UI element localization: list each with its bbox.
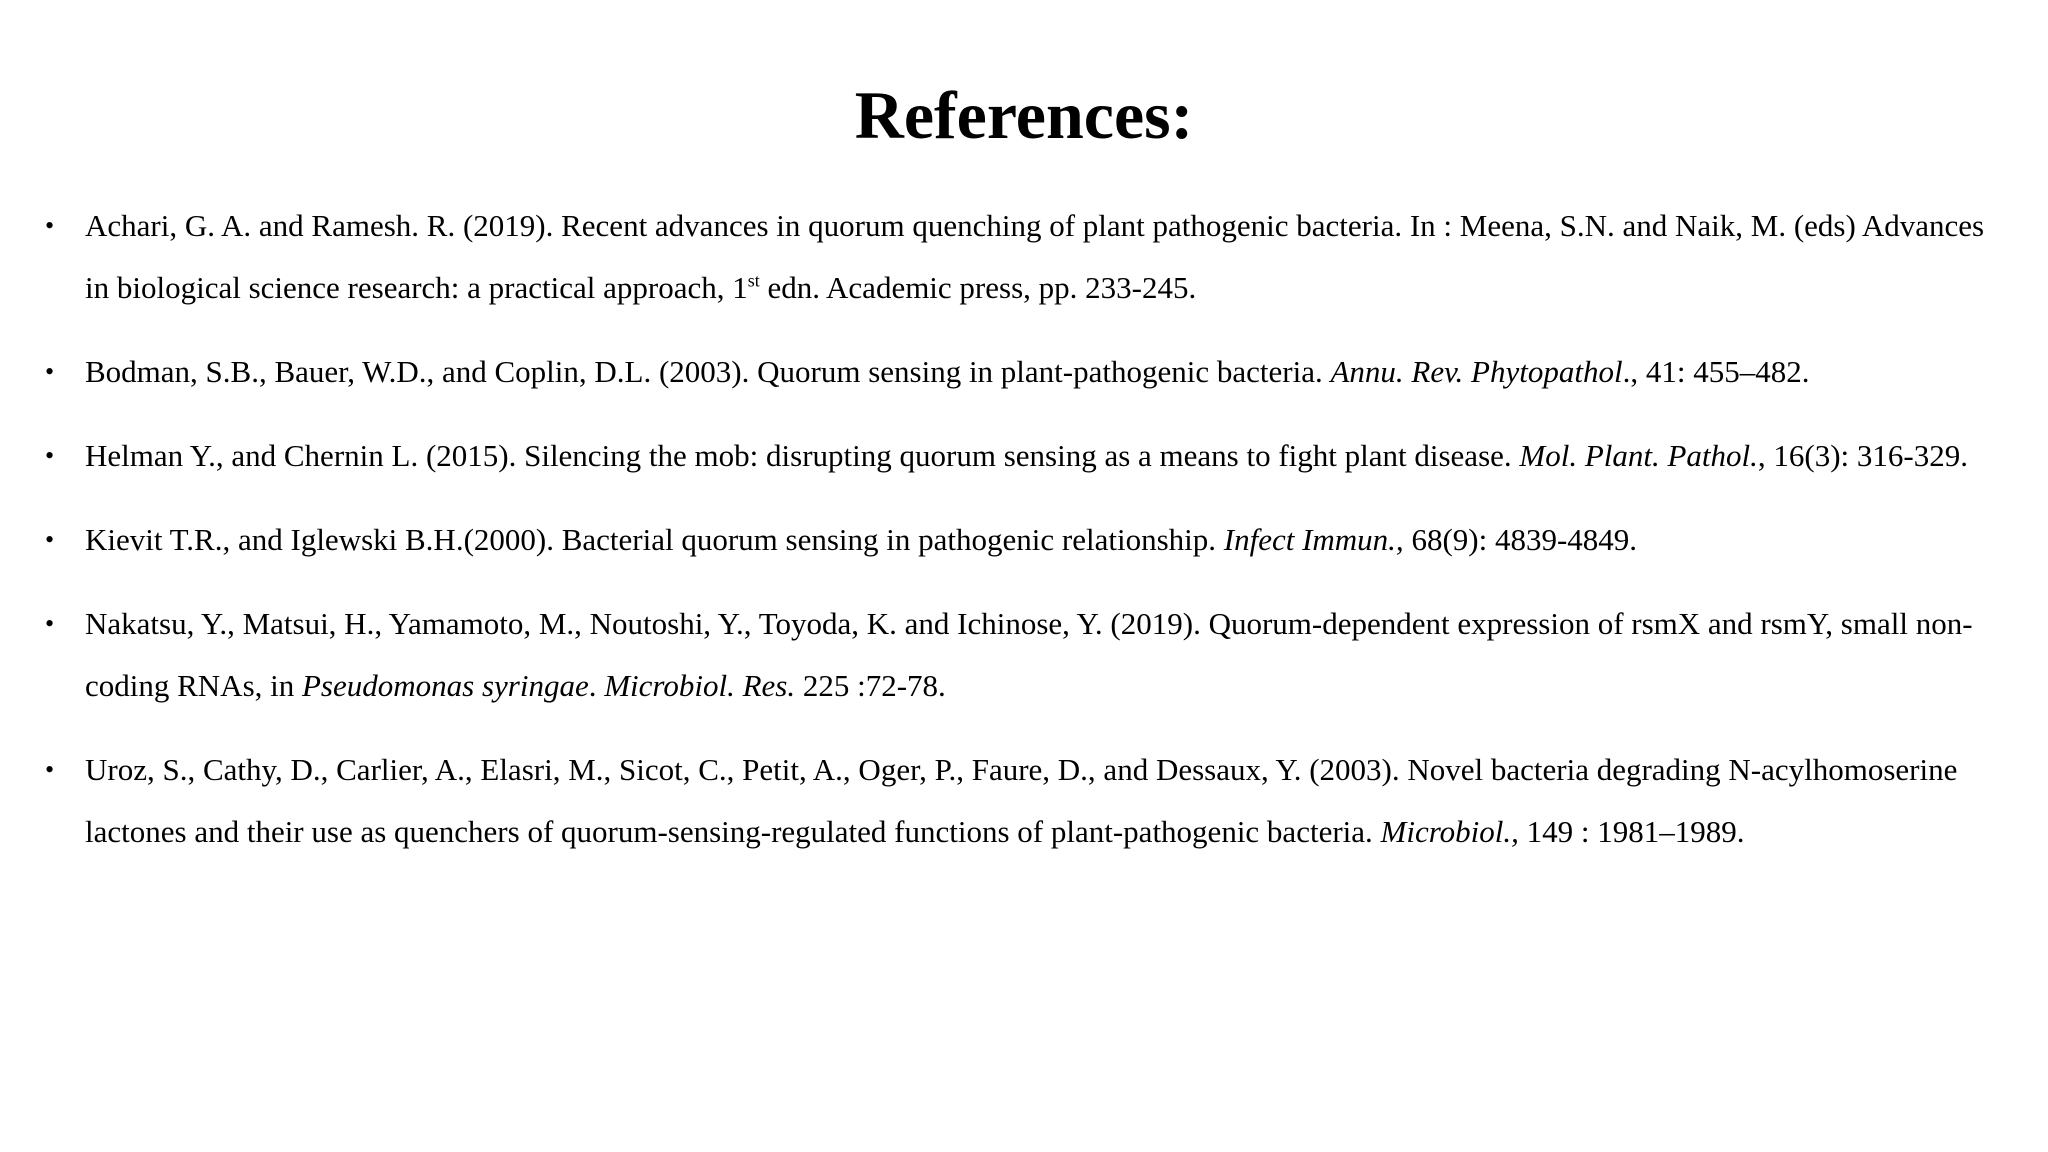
page-title: References: <box>854 77 1194 153</box>
journal-name: Pseudomonas syringae <box>302 668 589 703</box>
citation-text: edn. Academic press, pp. 233-245. <box>759 270 1197 305</box>
bullet-icon: • <box>45 525 55 554</box>
citation-text: 149 : 1981–1989. <box>1518 814 1745 849</box>
citation-text: ., 41: 455–482. <box>1622 354 1810 389</box>
citation-text: Achari, G. A. and Ramesh. R. (2019). Recent advances in quorum quenching of plant pathogenic bacteria. In : Meena, S.N. and Naik, M. (eds) Advances in biological science research: a practical approach, 1 <box>85 208 1985 305</box>
bullet-icon: • <box>45 211 55 240</box>
journal-name: Microbiol. Res. <box>604 668 796 703</box>
bullet-icon: • <box>45 755 55 784</box>
journal-name: Microbiol., <box>1380 814 1519 849</box>
citation-text: 68(9): 4839-4849. <box>1403 522 1638 557</box>
reference-list <box>0 195 2048 885</box>
journal-name: Mol. Plant. Pathol. <box>1519 438 1758 473</box>
citation-text: Helman Y., and Chernin L. (2015). Silencing the mob: disrupting quorum sensing as a means to fight plant disease. <box>85 438 1520 473</box>
reference-text <box>85 208 1984 305</box>
superscript-text: st <box>747 270 760 291</box>
reference-item <box>0 341 2048 403</box>
reference-item <box>0 593 2048 717</box>
journal-name: Infect Immun., <box>1223 522 1404 557</box>
bullet-icon: • <box>45 609 55 638</box>
reference-text <box>85 522 1637 557</box>
reference-item <box>0 739 2048 863</box>
bullet-icon: • <box>45 357 55 386</box>
reference-text <box>85 752 1957 849</box>
citation-text: Kievit T.R., and Iglewski B.H.(2000). Bacterial quorum sensing in pathogenic relationship. <box>85 522 1224 557</box>
reference-item <box>0 195 2048 319</box>
reference-text <box>85 354 1809 389</box>
bullet-icon: • <box>45 441 55 470</box>
citation-text: Nakatsu, Y., Matsui, H., Yamamoto, M., Noutoshi, Y., Toyoda, K. and Ichinose, Y. (2019). Quorum-dependent expression of rsmX and rsmY, small non-coding RNAs, in <box>85 606 1973 703</box>
reference-item <box>0 425 2048 487</box>
citation-text: . <box>588 668 605 703</box>
reference-text <box>85 438 1968 473</box>
citation-text: , 16(3): 316-329. <box>1757 438 1968 473</box>
reference-text <box>85 606 1973 703</box>
reference-item <box>0 509 2048 571</box>
journal-name: Annu. Rev. Phytopathol <box>1330 354 1623 389</box>
citation-text: Uroz, S., Cathy, D., Carlier, A., Elasri, M., Sicot, C., Petit, A., Oger, P., Faure, D., and Dessaux, Y. (2003). Novel bacteria degrading N-acylhomoserine lactones and their use as quenchers of quorum-sensing-regulated functions of plant-pathogenic bacteria. <box>85 752 1958 849</box>
citation-text: 225 :72-78. <box>795 668 946 703</box>
citation-text: Bodman, S.B., Bauer, W.D., and Coplin, D.L. (2003). Quorum sensing in plant-pathogenic bacteria. <box>85 354 1331 389</box>
